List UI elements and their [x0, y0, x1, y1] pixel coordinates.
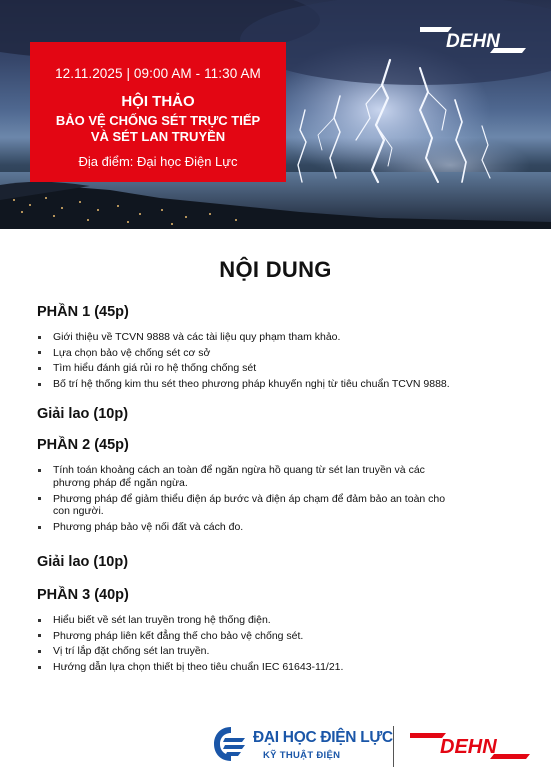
- event-title-line-2: VÀ SÉT LAN TRUYỀN: [90, 129, 226, 144]
- list-item: Hiểu biết về sét lan truyền trong hệ thống điện.: [37, 614, 507, 627]
- part-1-list: [37, 331, 507, 394]
- agenda-heading: NỘI DUNG: [219, 257, 332, 282]
- footer-divider: [393, 726, 394, 767]
- list-item: Lựa chọn bảo vệ chống sét cơ sở: [37, 347, 507, 360]
- event-type: HỘI THẢO: [121, 93, 195, 110]
- list-item: Vị trí lắp đặt chống sét lan truyền.: [37, 645, 507, 658]
- dehn-logo: [418, 24, 530, 56]
- dehn-logo: [408, 730, 534, 762]
- event-info-box: [30, 42, 286, 182]
- part-2-list: [37, 464, 457, 537]
- list-item: Giới thiệu về TCVN 9888 và các tài liệu quy phạm tham khảo.: [37, 331, 507, 344]
- university-subtitle: KỸ THUẬT ĐIỆN: [263, 750, 341, 761]
- part-1-title: PHẦN 1 (45p): [37, 304, 129, 320]
- list-item: Phương pháp để giảm thiểu điện áp bước và điện áp chạm để đảm bảo an toàn cho con người.: [37, 493, 457, 518]
- event-date-time: 12.11.2025 | 09:00 AM - 11:30 AM: [55, 66, 261, 81]
- list-item: Phương pháp liên kết đẳng thế cho bảo vệ chống sét.: [37, 630, 507, 643]
- part-3-title: PHẦN 3 (40p): [37, 587, 129, 603]
- list-item: Tìm hiểu đánh giá rủi ro hệ thống chống sét: [37, 362, 507, 375]
- list-item: Phương pháp bảo vệ nối đất và cách đo.: [37, 521, 457, 534]
- part-2-title: PHẦN 2 (45p): [37, 437, 129, 453]
- event-title: [30, 113, 286, 145]
- part-3-list: [37, 614, 507, 677]
- dehn-logo-text: DEHN: [440, 736, 497, 758]
- event-title-line-1: BẢO VỆ CHỐNG SÉT TRỰC TIẾP: [55, 113, 261, 128]
- dehn-logo-text: DEHN: [446, 31, 500, 52]
- university-name: ĐẠI HỌC ĐIỆN LỰC: [253, 729, 393, 746]
- list-item: Tính toán khoảng cách an toàn để ngăn ngừa hồ quang từ sét lan truyền và các phương pháp để ngăn ngừa.: [37, 464, 457, 489]
- university-logo-icon: [211, 724, 251, 764]
- break-1: Giải lao (10p): [37, 406, 129, 422]
- hero-banner: [0, 0, 551, 229]
- break-2: Giải lao (10p): [37, 554, 129, 570]
- event-venue: Địa điểm: Đại học Điện Lực: [78, 154, 238, 169]
- list-item: Bố trí hệ thống kim thu sét theo phương pháp khuyến nghị từ tiêu chuẩn TCVN 9888.: [37, 378, 507, 391]
- list-item: Hướng dẫn lựa chọn thiết bị theo tiêu chuẩn IEC 61643-11/21.: [37, 661, 507, 674]
